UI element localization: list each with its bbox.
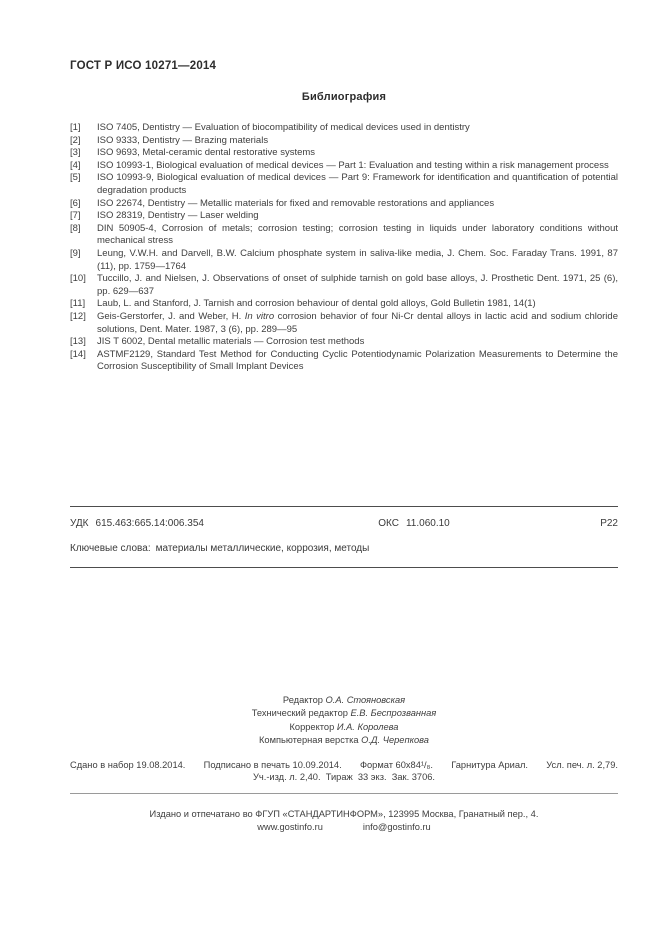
bibliography-item bbox=[70, 160, 618, 173]
publisher-website: www.gostinfo.ru bbox=[257, 821, 323, 832]
bibliography-item bbox=[70, 349, 618, 374]
credit-name: О.Д. Черепкова bbox=[361, 735, 429, 746]
bibliography-item-text: Leung, V.W.H. and Darvell, B.W. Calcium phosphate system in saliva-like media, J. Chem. Soc. Faraday Trans. 1991, 87 (11), pp. 1759—1764 bbox=[97, 247, 618, 272]
bibliography-item bbox=[70, 336, 618, 349]
bibliography-item-text: ISO 9333, Dentistry — Brazing materials bbox=[97, 134, 269, 146]
imprint-line2: Уч.-изд. л. 2,40. Тираж 33 экз. Зак. 3706. bbox=[252, 771, 436, 782]
bibliography-item-number: [9] bbox=[70, 247, 81, 259]
bibliography-item-text: ASTMF2129, Standard Test Method for Conducting Cyclic Potentiodynamic Polarization Measurements to Determine the Corrosion Susceptibility of Small Implant Devices bbox=[97, 348, 618, 373]
bibliography-item-number: [6] bbox=[70, 197, 81, 209]
imprint-part: Подписано в печать 10.09.2014. bbox=[203, 759, 342, 770]
keywords-value: материалы металлические, коррозия, методы bbox=[155, 542, 370, 554]
bibliography-item-number: [12] bbox=[70, 310, 86, 322]
credit-role: Корректор bbox=[289, 721, 337, 732]
bibliography-item-text: ISO 10993-9, Biological evaluation of medical devices — Part 9: Framework for identification and quantification of potential degradation products bbox=[97, 172, 618, 196]
publisher-block bbox=[70, 809, 618, 832]
bibliography-item-number: [14] bbox=[70, 348, 86, 360]
publisher-links bbox=[70, 822, 618, 832]
group-code: Р22 bbox=[600, 517, 618, 529]
udk-code bbox=[70, 518, 204, 529]
bibliography-list bbox=[70, 122, 618, 374]
bibliography-item bbox=[70, 172, 618, 197]
bibliography-item-number: [13] bbox=[70, 336, 86, 348]
credit-role: Компьютерная верстка bbox=[259, 735, 362, 746]
bibliography-item bbox=[70, 198, 618, 211]
imprint-part: Усл. печ. л. 2,79. bbox=[546, 759, 618, 770]
bibliography-item bbox=[70, 210, 618, 223]
bibliography-item bbox=[70, 223, 618, 248]
bibliography-item bbox=[70, 273, 618, 298]
page-content bbox=[70, 60, 618, 832]
oks-code bbox=[378, 518, 449, 529]
imprint-line1 bbox=[70, 760, 618, 770]
keywords-label: Ключевые слова: bbox=[70, 542, 151, 554]
bibliography-item-number: [11] bbox=[70, 298, 86, 310]
bibliography-item bbox=[70, 311, 618, 336]
credit-role: Технический редактор bbox=[251, 708, 351, 719]
oks-label: ОКС bbox=[378, 517, 399, 529]
credit-line bbox=[70, 694, 618, 708]
bibliography-item-number: [4] bbox=[70, 159, 81, 171]
bibliography-item-text: ISO 7405, Dentistry — Evaluation of biocompatibility of medical devices used in dentistry bbox=[97, 122, 470, 133]
section-title: Библиография bbox=[301, 91, 387, 103]
bibliography-item-text: JIS T 6002, Dental metallic materials — Corrosion test methods bbox=[97, 336, 365, 348]
credit-role: Редактор bbox=[282, 694, 326, 705]
bibliography-item-text: Tuccillo, J. and Nielsen, J. Observations of onset of sulphide tarnish on gold base alloys, J. Prosthetic Dent. 1971, 25 (6), pp. 629—637 bbox=[97, 273, 618, 297]
imprint-part: Гарнитура Ариал. bbox=[451, 759, 529, 770]
imprint-part: Формат 60х84¹/₈. bbox=[359, 759, 433, 770]
bibliography-item bbox=[70, 147, 618, 160]
credit-name: И.А. Королева bbox=[336, 721, 399, 732]
keywords-row bbox=[70, 543, 618, 554]
bibliography-item-number: [7] bbox=[70, 210, 81, 222]
bibliography-item-number: [5] bbox=[70, 172, 81, 184]
bibliography-item bbox=[70, 135, 618, 148]
bibliography-item-text: Geis-Gerstorfer, J. and Weber, H. In vitro corrosion behavior of four Ni-Cr dental alloys in lactic acid and sodium chloride solutions, Dent. Mater. 1987, 3 (6), pp. 289—95 bbox=[97, 310, 618, 335]
udk-label: УДК bbox=[70, 517, 89, 529]
bibliography-item-text: ISO 10993-1, Biological evaluation of medical devices — Part 1: Evaluation and testing within a risk management process bbox=[97, 159, 609, 171]
credit-name: О.А. Стояновская bbox=[325, 694, 406, 705]
bibliography-item-number: [8] bbox=[70, 222, 81, 234]
udk-value: 615.463:665.14:006.354 bbox=[95, 517, 204, 529]
credit-line bbox=[70, 721, 618, 735]
bibliography-item-number: [3] bbox=[70, 147, 81, 159]
publisher-email: info@gostinfo.ru bbox=[362, 821, 431, 832]
imprint-block bbox=[70, 760, 618, 782]
bibliography-item-text: Laub, L. and Stanford, J. Tarnish and corrosion behaviour of dental gold alloys, Gold Bulletin 1981, 14(1) bbox=[97, 298, 536, 310]
credit-line bbox=[70, 734, 618, 748]
bibliography-item-number: [10] bbox=[70, 273, 86, 285]
bibliography-item bbox=[70, 122, 618, 135]
bibliography-item-text: ISO 28319, Dentistry — Laser welding bbox=[97, 210, 259, 222]
bibliography-item bbox=[70, 298, 618, 311]
oks-value: 11.060.10 bbox=[405, 517, 450, 529]
credits-block bbox=[70, 694, 618, 748]
bibliography-item-number: [2] bbox=[70, 134, 81, 146]
bibliography-item bbox=[70, 248, 618, 273]
classification-row bbox=[70, 518, 618, 529]
doc-code: ГОСТ Р ИСО 10271—2014 bbox=[70, 60, 217, 72]
bibliography-item-text: ISO 9693, Metal-ceramic dental restorative systems bbox=[97, 147, 316, 159]
imprint-part: Сдано в набор 19.08.2014. bbox=[70, 759, 186, 770]
bibliography-item-text: ISO 22674, Dentistry — Metallic materials for fixed and removable restorations and appliances bbox=[97, 197, 495, 209]
footer-divider bbox=[70, 793, 618, 794]
publisher-address: Издано и отпечатано во ФГУП «СТАНДАРТИНФОРМ», 123995 Москва, Гранатный пер., 4. bbox=[149, 808, 539, 819]
bibliography-item-number: [1] bbox=[70, 122, 81, 133]
bibliography-item-text: DIN 50905-4, Corrosion of metals; corrosion testing; corrosion testing in liquids under laboratory conditions without mechanical stress bbox=[97, 222, 618, 247]
credit-name: Е.В. Беспрозванная bbox=[350, 708, 437, 719]
credit-line bbox=[70, 707, 618, 721]
classification-block bbox=[70, 506, 618, 568]
